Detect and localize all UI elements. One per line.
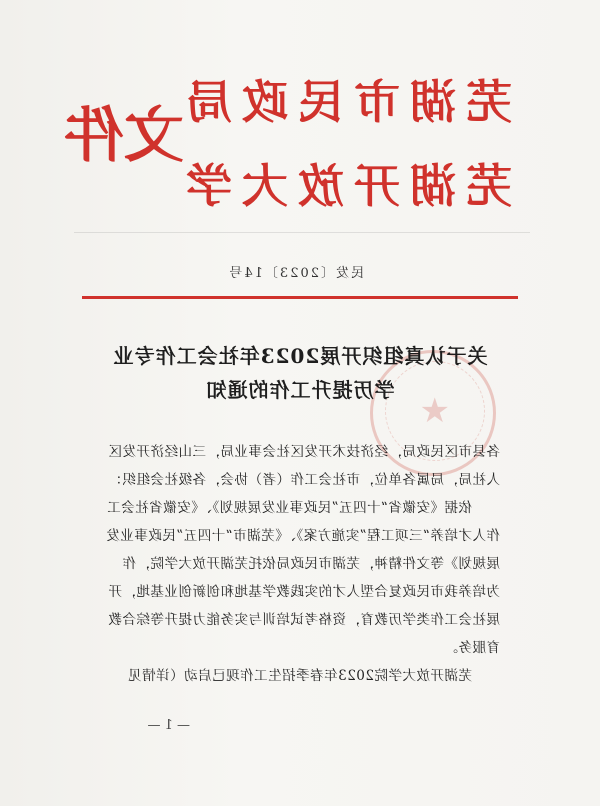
body-line: 人社局，局属各单位，市社会工作（者）协会，各级社会组织： <box>108 472 500 488</box>
body-line: 依据《安徽省“十四五”民政事业发展规划》、《安徽省社会工 <box>106 500 472 516</box>
body-line: 作人才培养“三项工程”实施方案》、《芜湖市“十四五”民政事业发 <box>105 528 500 544</box>
document-number: 民发〔2023〕14号 <box>227 266 364 281</box>
body-line: 展规划》等文件精神，芜湖市民政局依托芜湖开放大学院，作 <box>122 556 500 572</box>
page-number: — 1 — <box>147 718 190 733</box>
body-line: 展社会工作类学历教育，资格考试培训与实务能力提升等综合教 <box>108 612 500 628</box>
wenjian-mark: 文件 <box>64 101 184 171</box>
title-line-1: 关于认真组织开展2023年社会工作专业 <box>112 344 488 368</box>
org-line-1: 芜湖市民政局 <box>176 75 512 129</box>
title-line-2: 学历提升工作的通知 <box>205 378 395 402</box>
body-line: 育服务。 <box>444 640 500 656</box>
seal-star-icon: ★ <box>419 391 450 431</box>
body-line: 各县市区民政局，经济技术开发区社会事业局，三山经济开发区 <box>108 444 500 460</box>
org-line-2: 芜湖开放大学 <box>176 159 512 213</box>
body-line: 为培养我市民政复合型人才的实践教学基地和创新创业基地，开 <box>108 584 500 600</box>
red-divider <box>82 296 518 299</box>
body-line: 芜湖开放大学院2023年春季招生工作现已启动（详情见 <box>127 668 472 684</box>
